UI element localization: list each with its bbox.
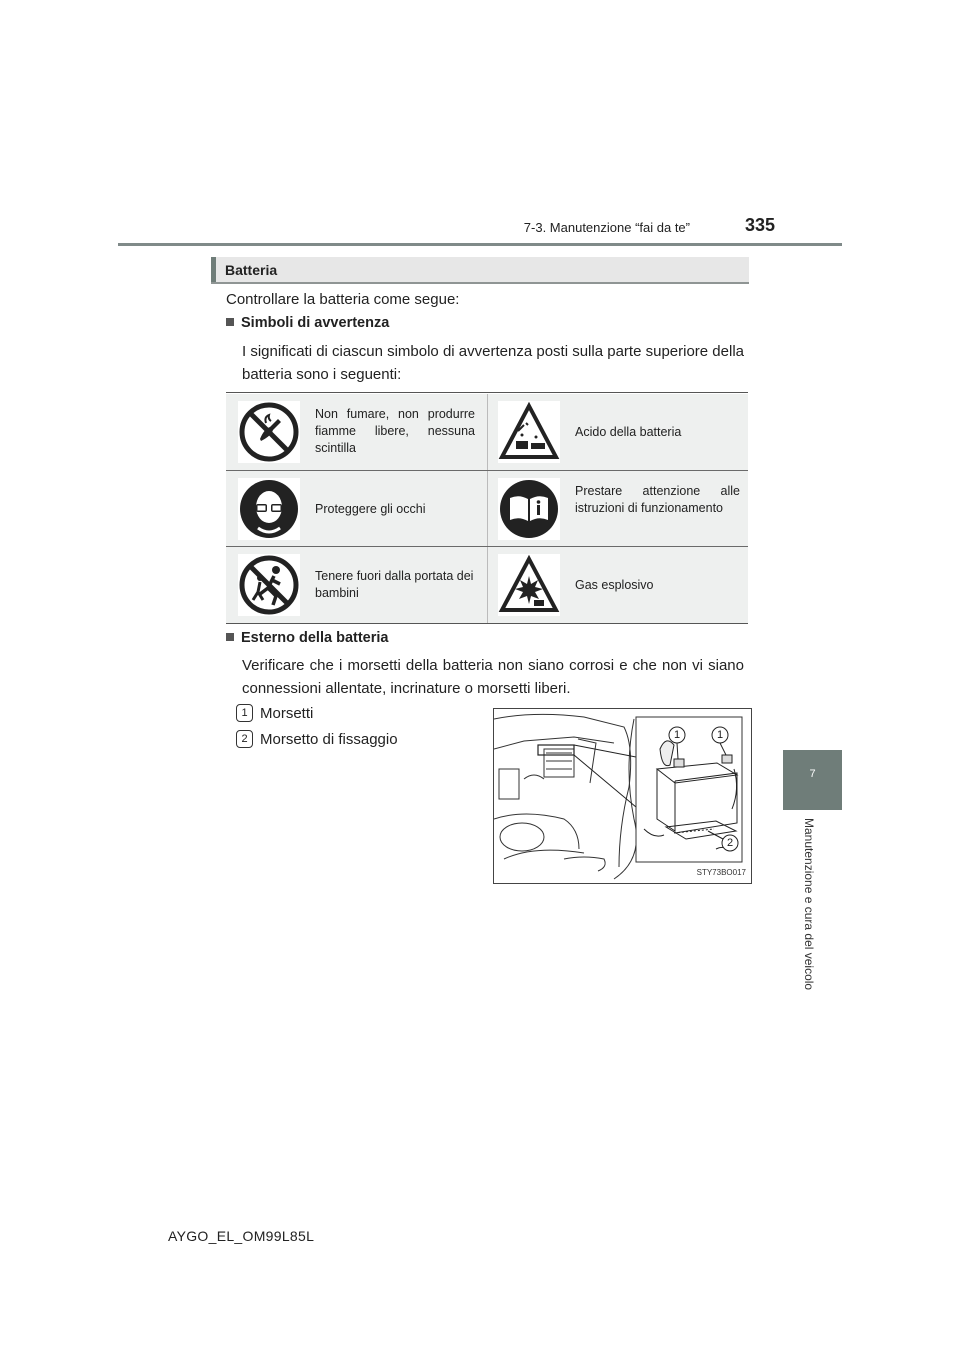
- figure-callout-label: 2: [726, 837, 734, 849]
- battery-exterior-heading: [226, 630, 388, 646]
- running-header-section: 7-3. Manutenzione “fai da te”: [523, 220, 690, 235]
- chapter-number: 7: [809, 768, 816, 780]
- bullet-square-icon: [226, 318, 234, 326]
- figure-callout-label: 1: [716, 729, 724, 741]
- callout-number: 2: [236, 730, 253, 748]
- legend-label: Morsetti: [260, 705, 314, 722]
- read-manual-icon: [498, 478, 560, 540]
- battery-figure: [493, 708, 752, 884]
- section-heading-bar: [211, 257, 749, 284]
- column-divider: [487, 471, 488, 547]
- symbol-label: Non fumare, non produrre fiamme libere, nessuna scintilla: [315, 407, 475, 455]
- section-title: Batteria: [225, 262, 278, 278]
- legend-label: Morsetto di fissaggio: [260, 731, 398, 748]
- battery-illustration: [494, 709, 751, 883]
- symbol-label: Gas esplosivo: [575, 578, 654, 592]
- column-divider: [487, 547, 488, 623]
- section-intro: Controllare la batteria come segue:: [226, 291, 460, 308]
- figure-callout-label: 1: [673, 729, 681, 741]
- document-code: AYGO_EL_OM99L85L: [168, 1228, 315, 1244]
- explosive-gas-icon: [498, 554, 560, 616]
- header-rule: [118, 243, 842, 246]
- page-number: 335: [744, 215, 775, 235]
- chapter-title-vertical: [802, 818, 822, 1018]
- battery-acid-icon: [498, 401, 560, 463]
- eye-protection-icon: [238, 478, 300, 540]
- symbol-label: Prestare attenzione alle istruzioni di funzionamento: [575, 484, 740, 515]
- no-smoking-icon: [238, 401, 300, 463]
- bullet-square-icon: [226, 633, 234, 641]
- chapter-title: Manutenzione e cura del veicolo: [802, 818, 816, 991]
- battery-exterior-description: Verificare che i morsetti della batteria non siano corrosi e che non vi siano connessioni allentate, incrinature o morsetti liberi.: [242, 657, 744, 697]
- battery-exterior-heading-text: Esterno della batteria: [241, 630, 389, 646]
- warning-symbols-heading: [226, 315, 389, 331]
- figure-code: STY73BO017: [696, 868, 746, 877]
- warning-symbols-heading-text: Simboli di avvertenza: [241, 315, 390, 331]
- section-heading-accent: [211, 257, 216, 282]
- chapter-tab: [783, 750, 842, 810]
- symbol-row: [226, 546, 748, 623]
- symbol-label: Proteggere gli occhi: [315, 502, 426, 516]
- warning-symbols-table: [226, 392, 748, 624]
- legend-item: [236, 703, 253, 722]
- callout-number: 1: [236, 704, 253, 722]
- warning-symbols-description: I significati di ciascun simbolo di avvertenza posti sulla parte superiore della batteria sono i seguenti:: [242, 343, 744, 383]
- symbol-row: [226, 394, 748, 470]
- column-divider: [487, 394, 488, 470]
- symbol-label: Acido della batteria: [575, 425, 682, 439]
- symbol-label: Tenere fuori dalla portata dei bambini: [315, 569, 474, 600]
- symbol-row: [226, 470, 748, 547]
- keep-away-from-children-icon: [238, 554, 300, 616]
- legend-item: [236, 729, 253, 748]
